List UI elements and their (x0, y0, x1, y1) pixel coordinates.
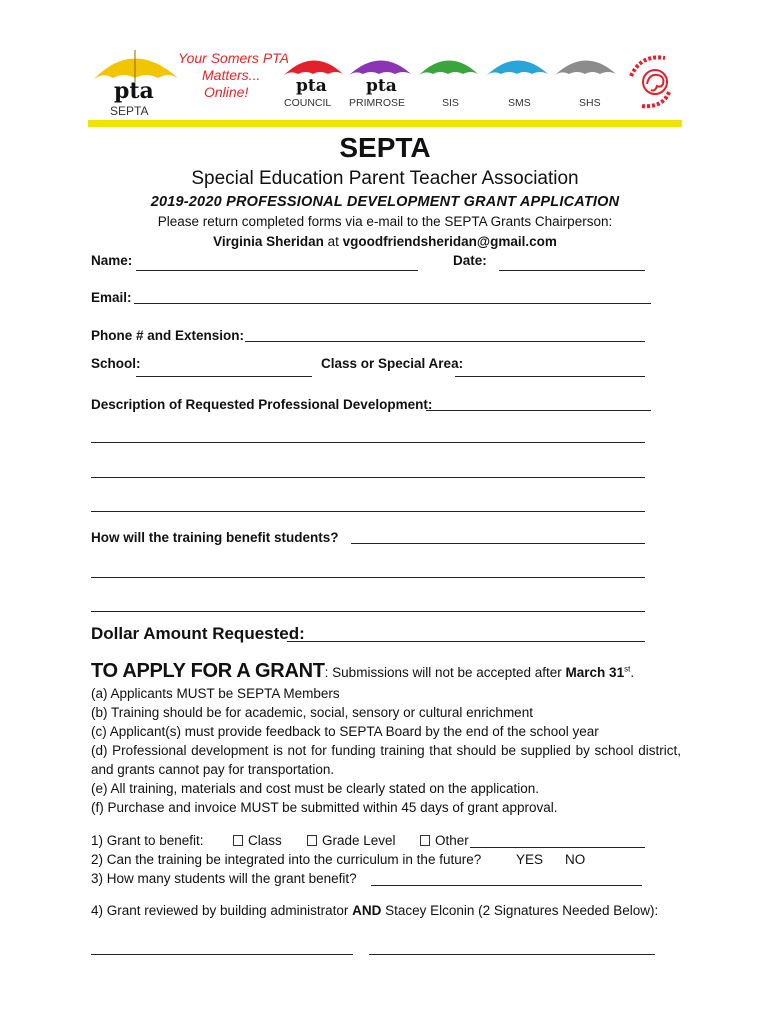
description-field[interactable] (426, 410, 651, 411)
q1-option-grade[interactable] (307, 833, 396, 848)
description-label: Description of Requested Professional Development: (91, 397, 433, 412)
contact-email[interactable]: vgoodfriendsheridan@gmail.com (342, 234, 557, 249)
contact-at: at (323, 234, 343, 249)
page-title: SEPTA (339, 132, 431, 163)
benefit-line-3[interactable] (91, 611, 645, 612)
q4-prefix: 4) Grant reviewed by building administrator (91, 903, 353, 918)
rule-e: (e) All training, materials and cost must be clearly stated on the application. (91, 781, 539, 796)
phone-field[interactable] (245, 341, 645, 342)
description-line-4[interactable] (91, 511, 645, 512)
apply-deadline-suffix: . (630, 665, 635, 680)
benefit-field[interactable] (351, 543, 645, 544)
phone-label: Phone # and Extension: (91, 328, 245, 343)
q3-field[interactable] (371, 885, 642, 886)
application-title: 2019-2020 PROFESSIONAL DEVELOPMENT GRANT APPLICATION (150, 194, 620, 210)
q1-option-other[interactable] (420, 833, 469, 848)
contact-line (0, 234, 770, 249)
pta-logo-septa: pta (114, 78, 154, 104)
header-divider (88, 120, 682, 127)
umbrella-sis-icon (418, 60, 478, 76)
q1-other-field[interactable] (470, 847, 645, 848)
q2-label: 2) Can the training be integrated into the curriculum in the future? (91, 852, 482, 867)
rule-b: (b) Training should be for academic, social, sensory or cultural enrichment (91, 705, 533, 720)
rule-c: (c) Applicant(s) must provide feedback to SEPTA Board by the end of the school year (91, 724, 599, 739)
instructions-line: Please return completed forms via e-mail to the SEPTA Grants Chairperson: (157, 214, 613, 229)
benefit-line-2[interactable] (91, 577, 645, 578)
description-line-3[interactable] (91, 477, 645, 478)
checkbox-icon[interactable] (233, 835, 243, 846)
tagline-line-1: Your Somers PTA (178, 50, 290, 66)
apply-note: : Submissions will not be accepted after (324, 665, 566, 680)
q4-and: AND (352, 903, 382, 918)
date-label: Date: (453, 253, 487, 268)
tagline-line-3: Online! (204, 84, 249, 100)
class-area-field[interactable] (455, 376, 645, 377)
dollar-label: Dollar Amount Requested: (91, 624, 305, 643)
class-area-label: Class or Special Area: (321, 356, 464, 371)
checkbox-icon[interactable] (307, 835, 317, 846)
umbrella-sms-icon (486, 60, 548, 76)
elephant-icon (627, 52, 683, 112)
label-septa: SEPTA (110, 104, 149, 118)
date-field[interactable] (499, 270, 645, 271)
benefit-label: How will the training benefit students? (91, 530, 339, 545)
tagline (178, 50, 289, 101)
description-line-2[interactable] (91, 442, 645, 443)
label-sms: SMS (508, 97, 531, 109)
q1-option-grade-label: Grade Level (322, 833, 396, 848)
q1-option-class-label: Class (248, 833, 282, 848)
apply-heading-line (91, 660, 634, 683)
apply-deadline-sup: st (624, 664, 631, 674)
label-council: COUNCIL (284, 97, 332, 109)
label-sis: SIS (442, 97, 459, 109)
email-field[interactable] (134, 303, 651, 304)
q2-no[interactable]: NO (565, 852, 586, 867)
contact-name: Virginia Sheridan (213, 234, 324, 249)
q3-label: 3) How many students will the grant benefit? (91, 871, 357, 886)
tagline-line-2: Matters... (202, 67, 261, 83)
umbrella-primrose-icon (348, 60, 411, 76)
organization-name: Special Education Parent Teacher Association (191, 168, 579, 189)
umbrella-council-icon (283, 60, 343, 76)
rule-d: (d) Professional development is not for funding training that should be supplied by school district, and grants cannot pay for transportation. (91, 743, 681, 777)
rule-f: (f) Purchase and invoice MUST be submitted within 45 days of grant approval. (91, 800, 558, 815)
apply-heading: TO APPLY FOR A GRANT (91, 660, 325, 682)
q1-option-other-label: Other (435, 833, 469, 848)
dollar-field[interactable] (287, 641, 645, 642)
school-label: School: (91, 356, 141, 371)
school-field[interactable] (136, 376, 312, 377)
label-primrose: PRIMROSE (349, 97, 406, 109)
q2-yes[interactable]: YES (516, 852, 544, 867)
apply-deadline: March 31 (565, 665, 625, 680)
rule-a: (a) Applicants MUST be SEPTA Members (91, 686, 340, 701)
email-label: Email: (91, 290, 132, 305)
name-field[interactable] (136, 270, 418, 271)
checkbox-icon[interactable] (420, 835, 430, 846)
elephant-stamp-logo (627, 52, 683, 112)
signature-elconin-field[interactable] (369, 954, 655, 955)
q1-label: 1) Grant to benefit: (91, 833, 204, 848)
q4-suffix: Stacey Elconin (2 Signatures Needed Below): (381, 903, 659, 918)
q4-label (91, 903, 658, 918)
signature-administrator-field[interactable] (91, 954, 353, 955)
umbrella-shs-icon (554, 60, 616, 76)
name-label: Name: (91, 253, 133, 268)
label-shs: SHS (579, 97, 601, 109)
pta-logo-council: pta (296, 76, 327, 96)
q1-option-class[interactable] (233, 833, 282, 848)
pta-logo-primrose: pta (366, 76, 397, 96)
